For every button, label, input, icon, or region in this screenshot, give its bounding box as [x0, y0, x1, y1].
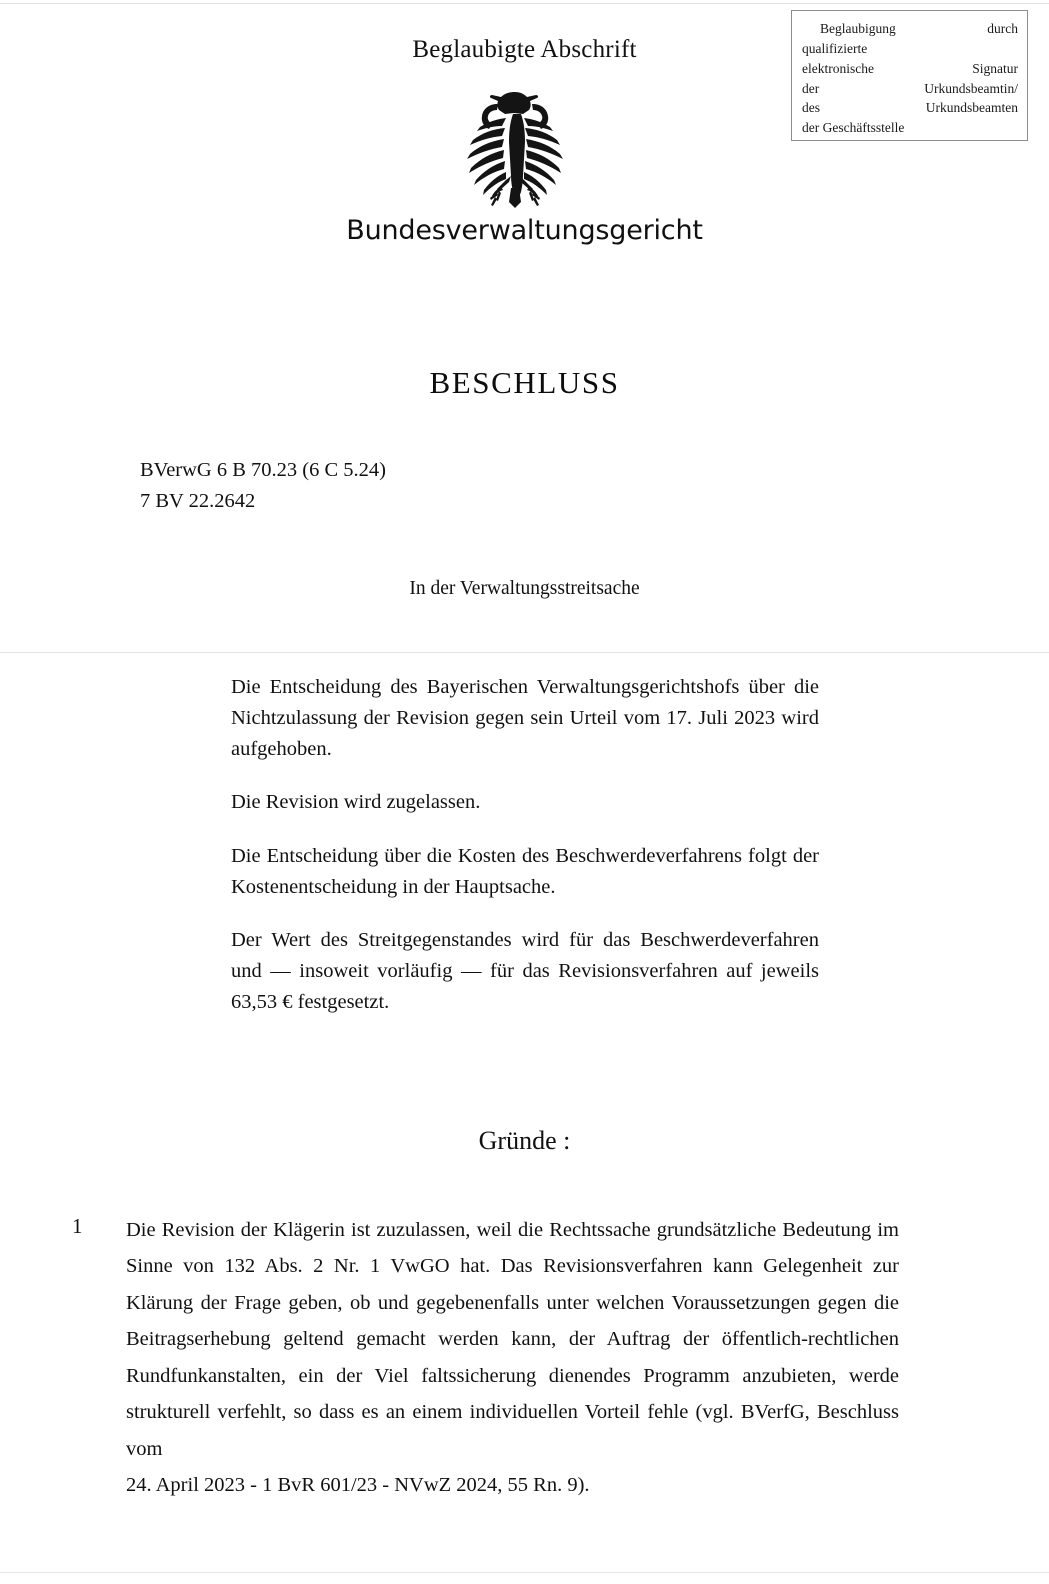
court-name: Bundesverwaltungsgericht	[346, 215, 703, 246]
case-number-primary: BVerwG 6 B 70.23 (6 C 5.24)	[140, 459, 386, 481]
certification-line-3-right: Signatur	[972, 60, 1018, 76]
document-kind-label: Beglaubigte Abschrift	[412, 36, 637, 63]
matter-line: In der Verwaltungsstreitsache	[409, 578, 640, 599]
tenor-paragraph: Der Wert des Streitgegenstandes wird für das Beschwerdeverfahren und — insoweit vorläufig — für das Revisionsverfahren auf jeweils 63,53 € festgesetzt.	[231, 928, 819, 1014]
certification-line-4-right: Urkundsbeamtin/	[924, 80, 1018, 96]
tenor-paragraph: Die Entscheidung über die Kosten des Beschwerdeverfahrens folgt der Kostenentscheidung in der Hauptsache.	[231, 844, 819, 898]
grounds-item	[0, 1212, 1049, 1504]
tenor-paragraph: Die Revision wird zugelassen.	[231, 791, 481, 814]
certification-line-5	[802, 98, 1018, 118]
certification-line-5-left: des	[802, 100, 820, 116]
page-bottom-edge-rule	[0, 1572, 1049, 1573]
grounds-item-body: Die Revision der Klägerin ist zuzulassen, weil die Rechtssache grundsätzliche Bedeutung im Sinne von 132 Abs. 2 Nr. 1 VwGO hat. Das Revisionsverfahren kann Gelegenheit zur Klärung der Frage geben, ob und gegebenenfalls unter welchen Voraussetzungen gegen die Beitragserhebung geltend gemacht werden kann, der Auftrag der öffentlich-rechtlichen Rundfunkanstalten, ein der Viel faltssicherung dienendes Programm anzubieten, werde strukturell verfehlt, so dass es an einem individuellen Vorteil fehle (vgl. BVerfG, Beschluss vom	[126, 1219, 899, 1460]
german-federal-eagle-icon	[449, 84, 581, 210]
grounds-item-text	[126, 1212, 899, 1504]
certification-line-1-left: Beglaubigung	[820, 21, 896, 36]
grounds-heading: Gründe :	[478, 1126, 571, 1155]
section-divider	[0, 652, 1049, 653]
grounds-item-citation: 24. April 2023 - 1 BvR 601/23 - NVwZ 2024, 55 Rn. 9).	[126, 1474, 590, 1497]
certification-stamp-box	[791, 10, 1028, 141]
certification-line-2: qualifizierte	[802, 40, 868, 56]
certification-line-6: der Geschäftsstelle	[802, 120, 905, 136]
case-number-secondary: 7 BV 22.2642	[140, 490, 256, 513]
certification-line-4-left: der	[802, 80, 820, 96]
margin-number: 1	[72, 1214, 83, 1238]
certification-line-1-right: durch	[987, 21, 1018, 36]
ruling-tenor	[231, 672, 819, 1018]
certification-line-4	[802, 79, 1018, 99]
certification-line-5-right: Urkundsbeamten	[925, 100, 1018, 116]
certification-line-3-left: elektronische	[802, 60, 874, 76]
case-numbers	[140, 455, 386, 517]
page-top-edge-rule	[0, 3, 1049, 4]
grounds-body	[0, 1212, 1049, 1504]
tenor-paragraph: Die Entscheidung des Bayerischen Verwaltungsgerichtshofs über die Nichtzulassung der Revision gegen sein Urteil vom 17. Juli 2023 wird aufgehoben.	[231, 676, 819, 761]
page-title: BESCHLUSS	[429, 365, 620, 400]
